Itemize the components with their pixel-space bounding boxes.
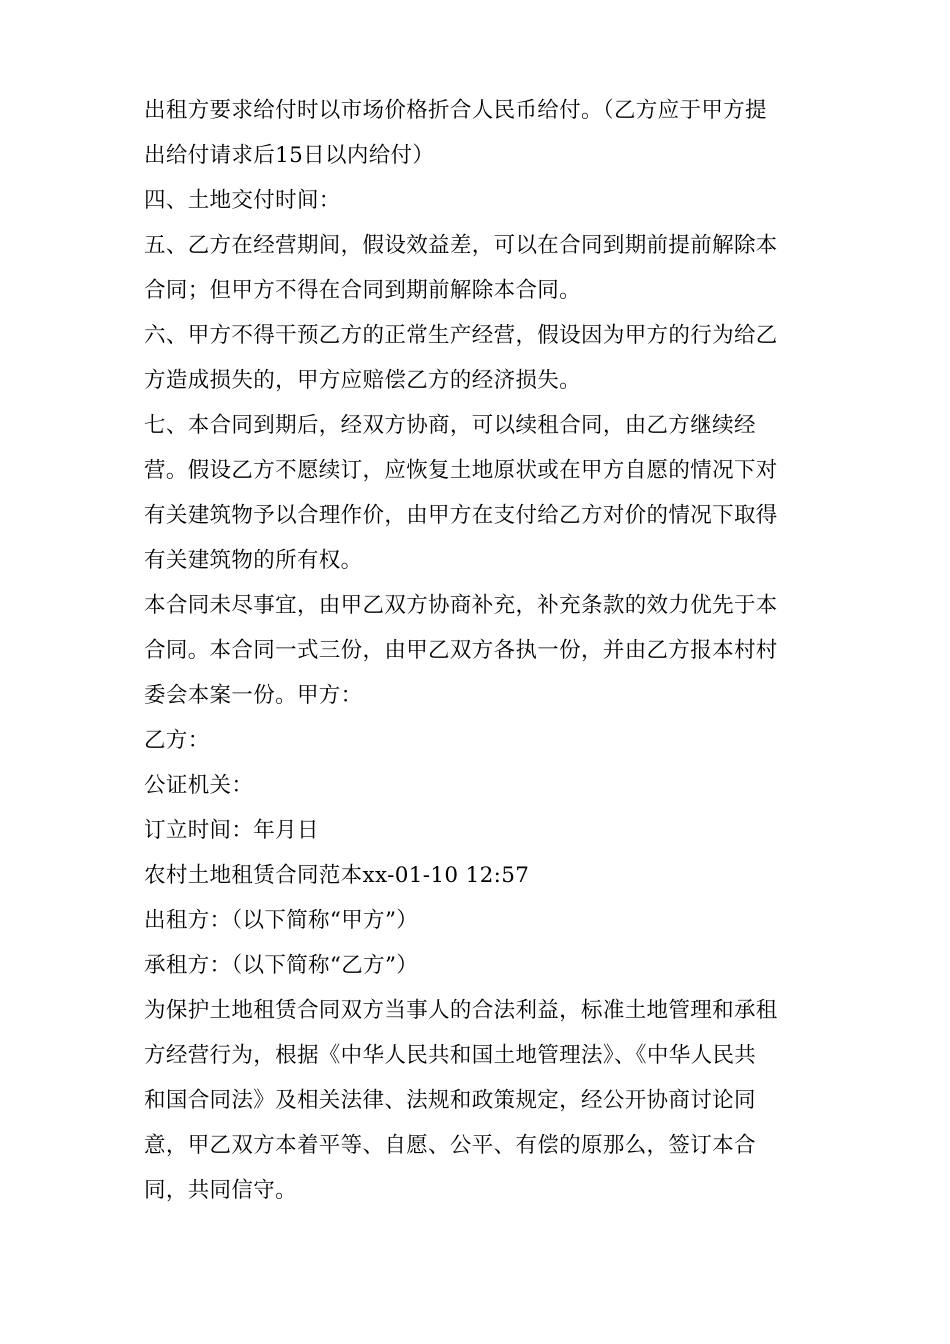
text-line: 公证机关： <box>144 773 254 798</box>
text-line: 和国合同法》及相关法律、法规和政策规定，经公开协商讨论同 <box>144 1088 756 1113</box>
text-line: 承租方：（以下简称“乙方”） <box>144 953 419 978</box>
text-line: 同，共同信守。 <box>144 1178 297 1203</box>
text-line: 营。假设乙方不愿续订，应恢复土地原状或在甲方自愿的情况下对 <box>144 458 778 483</box>
text-line: 方经营行为，根据《中华人民共和国土地管理法》、《中华人民共 <box>144 1043 757 1068</box>
text-line: 六、甲方不得干预乙方的正常生产经营，假设因为甲方的行为给乙 <box>144 323 778 348</box>
text-line: 有关建筑物的所有权。 <box>144 548 363 573</box>
text-line: 五、乙方在经营期间，假设效益差，可以在合同到期前提前解除本 <box>144 233 778 258</box>
text-line: 七、本合同到期后，经双方协商，可以续租合同，由乙方继续经 <box>144 413 756 438</box>
text-line: 出给付请求后15日以内给付） <box>144 143 435 168</box>
text-line: 农村土地租赁合同范本xx-01-10 12:57 <box>144 863 530 888</box>
text-line: 出租方要求给付时以市场价格折合人民币给付。（乙方应于甲方提 <box>144 98 767 123</box>
text-line: 有关建筑物予以合理作价，由甲方在支付给乙方对价的情况下取得 <box>144 503 778 528</box>
text-line: 委会本案一份。甲方： <box>144 683 363 708</box>
document-body <box>144 88 804 1213</box>
text-line: 意，甲乙双方本着平等、自愿、公平、有偿的原那么，签订本合 <box>144 1133 756 1158</box>
text-line: 出租方：（以下简称“甲方”） <box>144 908 419 933</box>
text-line: 订立时间：年月日 <box>144 818 319 843</box>
text-line: 为保护土地租赁合同双方当事人的合法利益，标准土地管理和承租 <box>144 998 778 1023</box>
text-line: 合同。本合同一式三份，由甲乙双方各执一份，并由乙方报本村村 <box>144 638 778 663</box>
text-line: 本合同未尽事宜，由甲乙双方协商补充，补充条款的效力优先于本 <box>144 593 778 618</box>
text-line: 四、土地交付时间： <box>144 188 341 213</box>
text-line: 方造成损失的，甲方应赔偿乙方的经济损失。 <box>144 368 582 393</box>
text-line: 合同；但甲方不得在合同到期前解除本合同。 <box>144 278 582 303</box>
text-line: 乙方： <box>144 728 210 753</box>
